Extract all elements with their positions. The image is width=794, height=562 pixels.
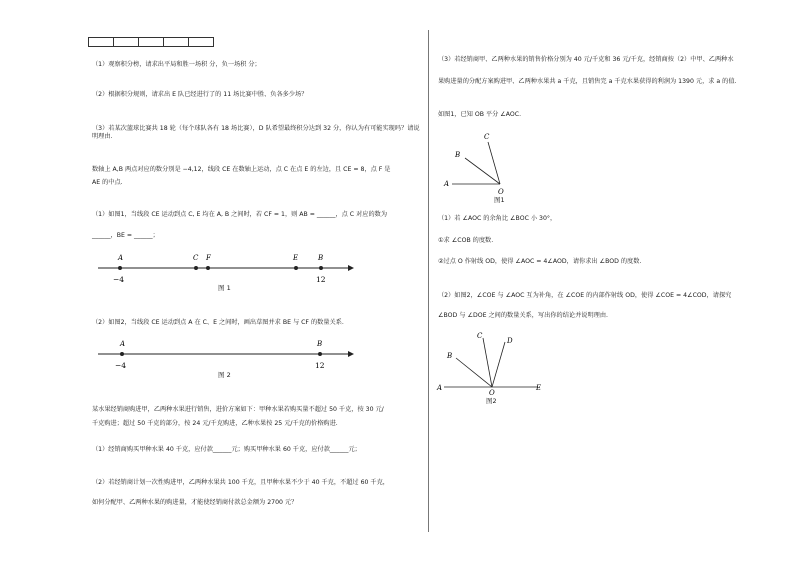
- q2-line: （2）如图2，当线段 CE 运动到点 A 在 C、E 之间时，画出草图并求 BE 与 CF 的数量关系.: [92, 319, 344, 326]
- score-cell: [189, 38, 214, 47]
- tick-minus-4: −4: [113, 275, 125, 284]
- point-c-dot: [194, 266, 198, 270]
- ray-oc: [483, 338, 492, 387]
- point-f-dot: [206, 266, 210, 270]
- column-divider: [428, 30, 429, 532]
- angle-figure-2-caption: 图2: [486, 397, 497, 405]
- fruit-q1: （1）经销商购买甲种水果 40 千克，应付款______元；购买甲种水果 60 千克，应付款______元；: [92, 446, 361, 453]
- q1-line2: ______，BE = ______；: [92, 232, 159, 239]
- intro-line2: AE 的中点.: [92, 179, 123, 186]
- figure-2-caption: 图 2: [218, 371, 231, 379]
- label-b: B: [455, 151, 461, 159]
- tick-minus-4: −4: [115, 361, 127, 370]
- angle-figure-1-caption: 图1: [494, 196, 505, 204]
- tick-12: 12: [315, 361, 325, 370]
- point-a-dot: [118, 266, 122, 270]
- label-d: D: [507, 337, 513, 345]
- point-b-label: B: [317, 340, 323, 348]
- fruit-q3-line2: 果购进量的分配方案购进甲、乙两种水果共 a 千克，且销售完 a 千克水果获得的利润为 1390 元，求 a 的值.: [438, 78, 737, 85]
- label-c: C: [484, 133, 490, 141]
- intro-line1: 数轴上 A,B 两点对应的数分别是 −4,12，线段 CE 在数轴上运动，点 C 在点 E 的左边，且 CE = 8，点 F 是: [92, 166, 391, 173]
- score-cell: [164, 38, 189, 47]
- label-c: C: [477, 332, 483, 340]
- label-o: O: [489, 389, 495, 397]
- angle-figure-1: [440, 128, 520, 198]
- point-b-dot: [319, 266, 323, 270]
- label-a: A: [437, 384, 443, 392]
- point-a-label: A: [120, 340, 126, 348]
- q1-line1: （1）如图1，当线段 CE 运动到点 C, E 均在 A, B 之间时，若 CF = 1，则 AB = ______，点 C 对应的数为: [92, 211, 388, 218]
- ray-ob: [456, 358, 492, 387]
- label-a: A: [444, 180, 450, 188]
- point-a-label: A: [118, 254, 124, 262]
- axis-arrow-icon: [348, 351, 354, 357]
- point-c-label: C: [193, 254, 199, 262]
- angle-q1-2: ②过点 O 作射线 OD，使得 ∠AOC = 4∠AOD，请你求出 ∠BOD 的度数.: [438, 258, 642, 265]
- point-f-label: F: [206, 254, 211, 262]
- fruit-line2: 千克购进；超过 50 千克的部分，按 24 元/千克购进，乙种水果按 25 元/千克的价格购进.: [92, 420, 338, 427]
- angle-q2-line2: ∠BOD 与 ∠DOE 之间的数量关系，写出你的结论并说明理由.: [438, 312, 609, 319]
- q3-score: （3）若某次篮球比赛共 18 轮（每个球队各有 18 场比赛），D 队希望最终积分达到 32 分，你认为有可能实现吗？请说明理由.: [92, 125, 420, 140]
- angle-intro: 如图1，已知 OB 平分 ∠AOC.: [438, 111, 522, 118]
- fruit-line1: 某水果经销商购进甲，乙两种水果进行销售，进价方案如下：甲种水果若购买量不超过 50 千克，按 30 元/: [92, 406, 384, 413]
- label-o: O: [498, 188, 504, 196]
- axis-arrow-icon: [348, 265, 354, 271]
- point-a-dot: [120, 352, 124, 356]
- q1-score: （1）观察积分榜，请求出平局和胜一场积 分，负一场积 分；: [92, 61, 261, 68]
- angle-q1: （1）若 ∠AOC 的余角比 ∠BOC 小 30°，: [438, 215, 557, 222]
- ray-oc: [488, 142, 500, 184]
- point-b-dot: [318, 352, 322, 356]
- fruit-q3-line1: （3）若经销商甲、乙两种水果的销售价格分别为 40 元/千克和 36 元/千克，经销商按（2）中甲、乙两种水: [438, 56, 734, 63]
- label-e: E: [536, 384, 542, 392]
- score-cell: [114, 38, 139, 47]
- ray-ob: [465, 158, 500, 184]
- q2-score: （2）根据积分规则，请求出 E 队已经进行了的 11 场比赛中胜、负各多少场？: [92, 91, 308, 98]
- number-line-figure-2: [96, 340, 396, 370]
- label-b: B: [447, 352, 453, 360]
- point-b-label: B: [318, 254, 324, 262]
- ray-od: [492, 342, 505, 387]
- fruit-q2-line1: （2）若经销商计划一次性购进甲，乙两种水果共 100 千克，且甲种水果不少于 40 千克，不超过 60 千克，: [92, 479, 389, 486]
- point-e-label: E: [293, 254, 299, 262]
- number-line-figure-1: [96, 254, 396, 284]
- score-cell: [139, 38, 164, 47]
- score-table: [88, 37, 214, 47]
- angle-q2-line1: （2）如图2，∠COE 与 ∠AOC 互为补角，在 ∠COE 的内部作射线 OD，使得 ∠COE = 4∠COD，请探究: [438, 292, 732, 299]
- point-e-dot: [294, 266, 298, 270]
- fruit-q2-line2: 如何分配甲、乙两种水果的购进量，才能使经销商付款总金额为 2700 元？: [92, 499, 298, 506]
- figure-1-caption: 图 1: [218, 284, 231, 292]
- tick-12: 12: [316, 275, 326, 284]
- angle-q1-1: ①求 ∠COB 的度数.: [438, 237, 494, 244]
- angle-figure-2: [432, 330, 542, 400]
- score-cell: [89, 38, 114, 47]
